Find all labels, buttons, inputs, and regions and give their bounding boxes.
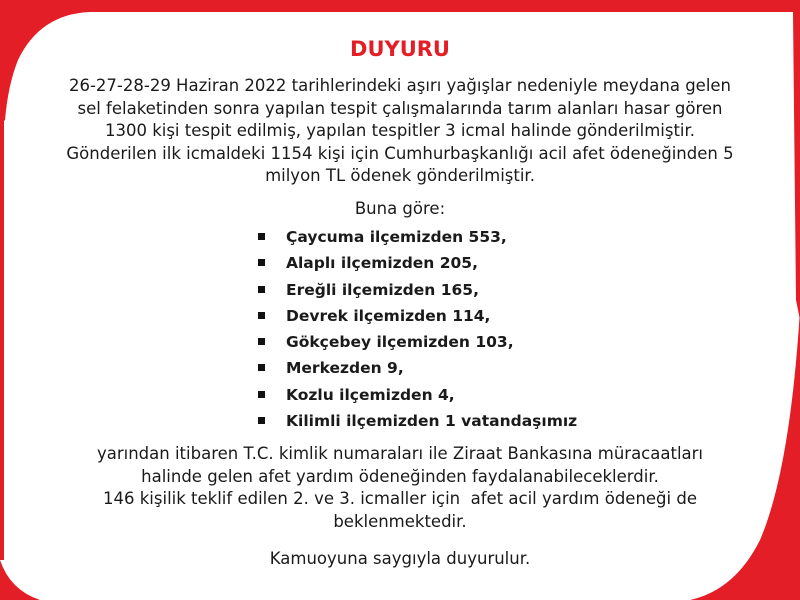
list-item-text: Gökçebey ilçemizden 103,: [286, 333, 514, 352]
square-bullet-icon: [258, 391, 265, 398]
lead-text: Buna göre:: [354, 199, 446, 218]
intro-line: 1300 kişi tespit edilmiş, yapılan tespitler 3 icmal halinde gönderilmiştir.: [104, 121, 696, 140]
details-line: 146 kişilik teklif edilen 2. ve 3. icmaller için afet acil yardım ödeneği de: [103, 489, 697, 508]
list-item: [258, 329, 577, 355]
square-bullet-icon: [258, 417, 265, 424]
list-item: [258, 382, 577, 408]
list-item-text: Kozlu ilçemizden 4,: [286, 385, 455, 404]
intro-paragraph: [30, 75, 770, 188]
details-paragraph: [30, 443, 770, 533]
page-title: DUYURU: [350, 37, 450, 61]
list-item: [258, 303, 577, 329]
list-item-text: Kilimli ilçemizden 1 vatandaşımız: [286, 412, 578, 431]
square-bullet-icon: [258, 312, 265, 319]
list-item: [258, 408, 577, 434]
district-list: [258, 224, 577, 434]
list-item-text: Alaplı ilçemizden 205,: [286, 254, 478, 273]
square-bullet-icon: [258, 286, 265, 293]
list-item-text: Çaycuma ilçemizden 553,: [286, 228, 507, 246]
square-bullet-icon: [258, 338, 265, 345]
intro-line: sel felaketinden sonra yapılan tespit çalışmalarında tarım alanları hasar gören: [77, 98, 723, 118]
square-bullet-icon: [258, 259, 265, 266]
list-item-text: Devrek ilçemizden 114,: [286, 306, 491, 325]
details-line: halinde gelen afet yardım ödeneğinden faydalanabileceklerdir.: [141, 466, 659, 486]
list-item: [258, 224, 577, 250]
details-line: yarından itibaren T.C. kimlik numaraları ile Ziraat Bankasına müracaatları: [96, 444, 704, 463]
intro-line: milyon TL ödenek gönderilmiştir.: [265, 166, 535, 185]
closing-text: Kamuoyuna saygıyla duyurulur.: [269, 549, 531, 568]
square-bullet-icon: [258, 364, 265, 371]
list-item-text: Merkezden 9,: [286, 359, 404, 378]
intro-line: 26-27-28-29 Haziran 2022 tarihlerindeki aşırı yağışlar nedeniyle meydana gelen: [68, 76, 732, 95]
list-item: [258, 355, 577, 381]
square-bullet-icon: [258, 233, 265, 240]
details-line: beklenmektedir.: [333, 511, 467, 531]
list-item: [258, 277, 577, 303]
list-item: [258, 250, 577, 276]
list-item-text: Ereğli ilçemizden 165,: [286, 280, 479, 299]
intro-line: Gönderilen ilk icmaldeki 1154 kişi için Cumhurbaşkanlığı acil afet ödeneğinden 5: [66, 143, 734, 163]
